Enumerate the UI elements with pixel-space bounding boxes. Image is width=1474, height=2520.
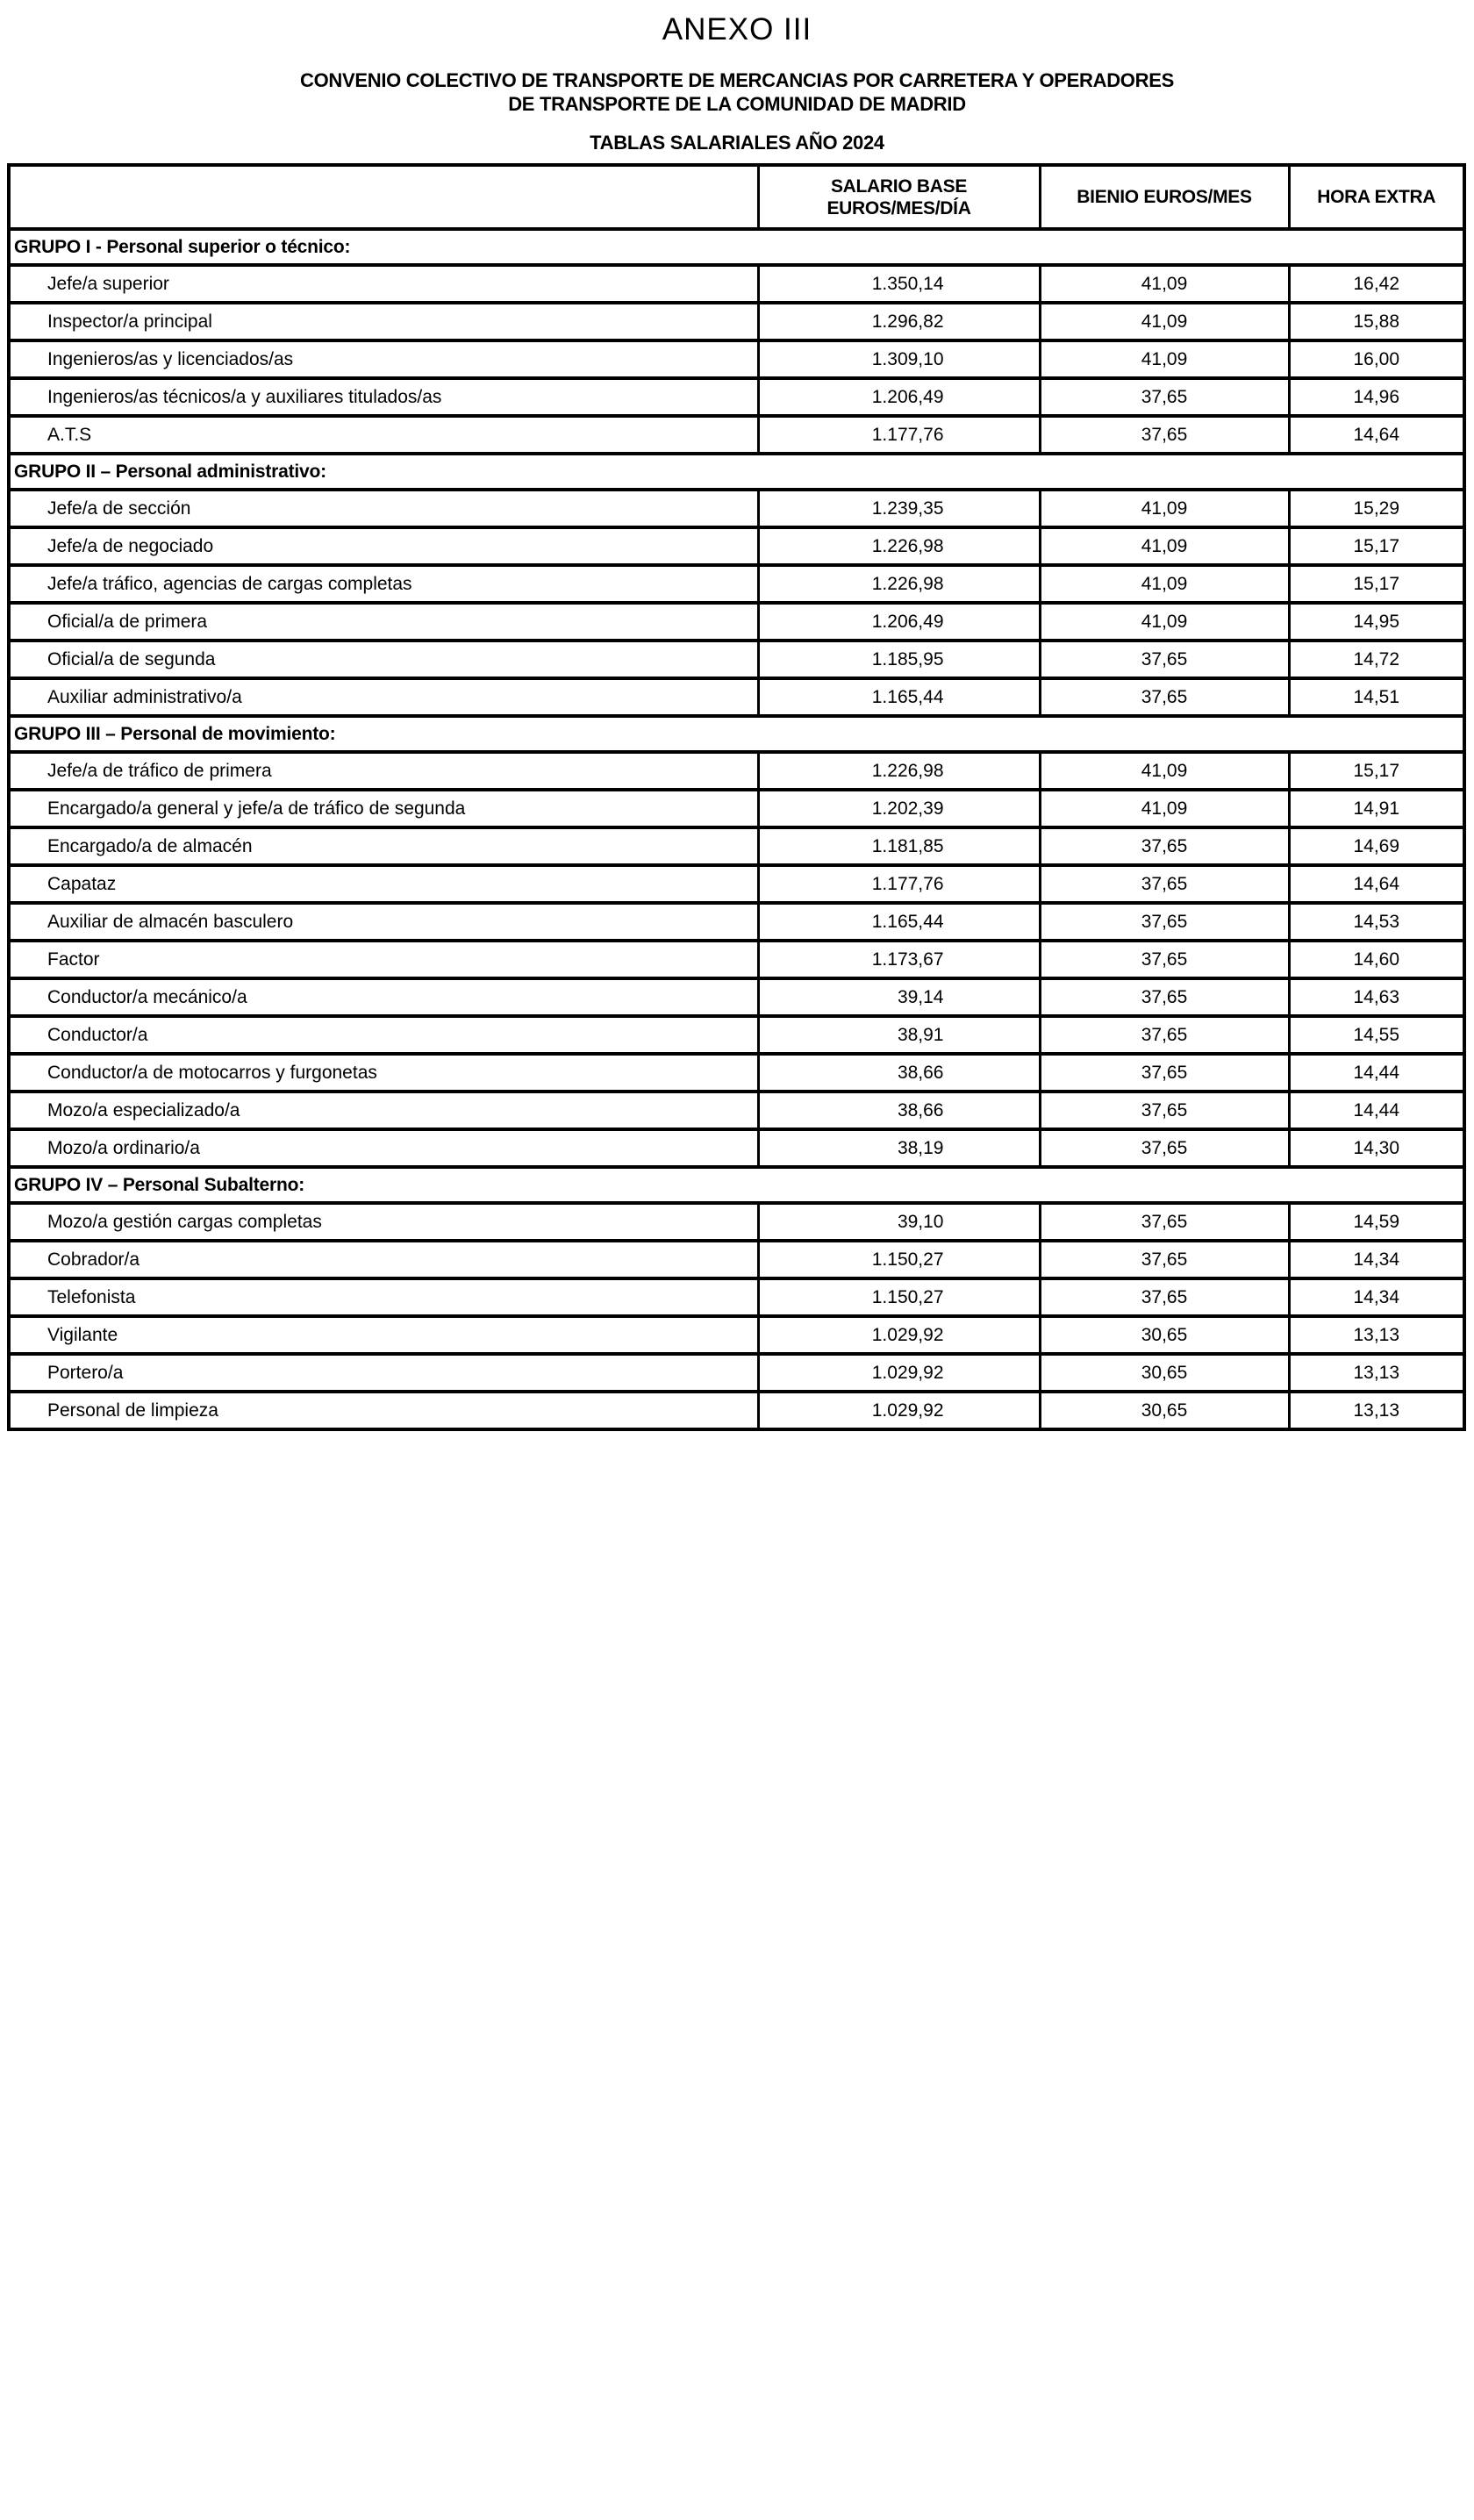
cell-category-label: Ingenieros/as y licenciados/as (9, 340, 758, 378)
table-row (9, 565, 1464, 603)
cell-salario-base: 1.165,44 (758, 903, 1040, 941)
cell-bienio: 37,65 (1040, 1203, 1289, 1241)
cell-salario-base: 1.185,95 (758, 641, 1040, 678)
cell-bienio: 41,09 (1040, 603, 1289, 641)
cell-category-label: Jefe/a de sección (9, 490, 758, 527)
cell-salario-base: 1.206,49 (758, 378, 1040, 416)
header-row (9, 165, 1464, 229)
cell-salario-base: 1.029,92 (758, 1392, 1040, 1429)
cell-bienio: 37,65 (1040, 678, 1289, 716)
cell-bienio: 41,09 (1040, 303, 1289, 340)
cell-salario-base: 1.029,92 (758, 1316, 1040, 1354)
table-row (9, 641, 1464, 678)
cell-category-label: Auxiliar de almacén basculero (9, 903, 758, 941)
cell-category-label: Jefe/a de tráfico de primera (9, 752, 758, 790)
cell-salario-base: 39,14 (758, 978, 1040, 1016)
table-row (9, 527, 1464, 565)
cell-category-label: Personal de limpieza (9, 1392, 758, 1429)
cell-bienio: 37,65 (1040, 978, 1289, 1016)
table-row (9, 978, 1464, 1016)
cell-bienio: 37,65 (1040, 1241, 1289, 1278)
table-row (9, 1316, 1464, 1354)
cell-bienio: 41,09 (1040, 490, 1289, 527)
cell-category-label: A.T.S (9, 416, 758, 454)
cell-bienio: 41,09 (1040, 752, 1289, 790)
cell-salario-base: 1.177,76 (758, 865, 1040, 903)
group-label: GRUPO IV – Personal Subalterno: (9, 1167, 1464, 1203)
cell-hora-extra: 15,17 (1289, 752, 1464, 790)
cell-category-label: Oficial/a de primera (9, 603, 758, 641)
cell-category-label: Oficial/a de segunda (9, 641, 758, 678)
cell-hora-extra: 14,53 (1289, 903, 1464, 941)
table-row (9, 1392, 1464, 1429)
cell-hora-extra: 15,17 (1289, 527, 1464, 565)
group-label: GRUPO I - Personal superior o técnico: (9, 229, 1464, 265)
table-row (9, 1092, 1464, 1129)
cell-salario-base: 1.181,85 (758, 827, 1040, 865)
cell-salario-base: 39,10 (758, 1203, 1040, 1241)
cell-bienio: 41,09 (1040, 265, 1289, 303)
cell-hora-extra: 14,30 (1289, 1129, 1464, 1167)
salario-base-header-line-2: EUROS/MES/DÍA (826, 197, 971, 218)
salary-table-header (9, 165, 1464, 229)
salary-table (7, 163, 1466, 1431)
cell-salario-base: 1.150,27 (758, 1278, 1040, 1316)
cell-category-label: Cobrador/a (9, 1241, 758, 1278)
table-row (9, 1129, 1464, 1167)
cell-bienio: 30,65 (1040, 1354, 1289, 1392)
cell-salario-base: 1.150,27 (758, 1241, 1040, 1278)
cell-salario-base: 1.202,39 (758, 790, 1040, 827)
table-row (9, 490, 1464, 527)
table-row (9, 378, 1464, 416)
table-row (9, 1354, 1464, 1392)
cell-salario-base: 38,91 (758, 1016, 1040, 1054)
cell-category-label: Factor (9, 941, 758, 978)
subtitle-line-1: CONVENIO COLECTIVO DE TRANSPORTE DE MERCANCIAS POR CARRETERA Y OPERADORES (300, 69, 1174, 91)
cell-bienio: 37,65 (1040, 865, 1289, 903)
cell-salario-base: 1.296,82 (758, 303, 1040, 340)
cell-salario-base: 1.309,10 (758, 340, 1040, 378)
cell-hora-extra: 14,51 (1289, 678, 1464, 716)
cell-hora-extra: 14,59 (1289, 1203, 1464, 1241)
table-row (9, 752, 1464, 790)
document-subtitle (0, 68, 1474, 116)
table-row (9, 1241, 1464, 1278)
salary-tables-year-title: TABLAS SALARIALES AÑO 2024 (590, 132, 884, 154)
cell-category-label: Telefonista (9, 1278, 758, 1316)
cell-bienio: 37,65 (1040, 1016, 1289, 1054)
cell-salario-base: 1.206,49 (758, 603, 1040, 641)
cell-hora-extra: 14,60 (1289, 941, 1464, 978)
table-row (9, 303, 1464, 340)
cell-salario-base: 1.226,98 (758, 752, 1040, 790)
cell-bienio: 30,65 (1040, 1392, 1289, 1429)
cell-hora-extra: 13,13 (1289, 1354, 1464, 1392)
table-row (9, 1278, 1464, 1316)
salario-base-header-line-1: SALARIO BASE (830, 175, 968, 197)
group-label: GRUPO II – Personal administrativo: (9, 454, 1464, 490)
cell-hora-extra: 13,13 (1289, 1392, 1464, 1429)
cell-hora-extra: 15,29 (1289, 490, 1464, 527)
table-row (9, 678, 1464, 716)
cell-category-label: Encargado/a general y jefe/a de tráfico de segunda (9, 790, 758, 827)
cell-category-label: Mozo/a especializado/a (9, 1092, 758, 1129)
table-row (9, 903, 1464, 941)
cell-bienio: 41,09 (1040, 565, 1289, 603)
cell-category-label: Vigilante (9, 1316, 758, 1354)
table-row (9, 1054, 1464, 1092)
cell-hora-extra: 15,17 (1289, 565, 1464, 603)
cell-hora-extra: 14,44 (1289, 1092, 1464, 1129)
table-row (9, 340, 1464, 378)
cell-hora-extra: 14,96 (1289, 378, 1464, 416)
cell-category-label: Encargado/a de almacén (9, 827, 758, 865)
cell-bienio: 37,65 (1040, 416, 1289, 454)
cell-bienio: 37,65 (1040, 827, 1289, 865)
cell-bienio: 30,65 (1040, 1316, 1289, 1354)
cell-bienio: 41,09 (1040, 790, 1289, 827)
cell-bienio: 37,65 (1040, 1092, 1289, 1129)
column-header-salario-base (758, 165, 1040, 229)
cell-category-label: Mozo/a gestión cargas completas (9, 1203, 758, 1241)
cell-hora-extra: 14,69 (1289, 827, 1464, 865)
cell-bienio: 41,09 (1040, 340, 1289, 378)
cell-bienio: 41,09 (1040, 527, 1289, 565)
column-header-hora-extra: HORA EXTRA (1289, 165, 1464, 229)
cell-salario-base: 1.173,67 (758, 941, 1040, 978)
table-row (9, 790, 1464, 827)
table-row (9, 1203, 1464, 1241)
cell-bienio: 37,65 (1040, 941, 1289, 978)
cell-hora-extra: 14,72 (1289, 641, 1464, 678)
cell-category-label: Jefe/a tráfico, agencias de cargas completas (9, 565, 758, 603)
cell-salario-base: 1.177,76 (758, 416, 1040, 454)
cell-salario-base: 1.350,14 (758, 265, 1040, 303)
cell-salario-base: 1.226,98 (758, 565, 1040, 603)
cell-hora-extra: 14,44 (1289, 1054, 1464, 1092)
table-row (9, 827, 1464, 865)
cell-bienio: 37,65 (1040, 903, 1289, 941)
cell-category-label: Auxiliar administrativo/a (9, 678, 758, 716)
salary-table-body (9, 229, 1464, 1429)
cell-hora-extra: 16,42 (1289, 265, 1464, 303)
cell-bienio: 37,65 (1040, 1054, 1289, 1092)
cell-hora-extra: 14,55 (1289, 1016, 1464, 1054)
cell-salario-base: 1.029,92 (758, 1354, 1040, 1392)
table-row (9, 941, 1464, 978)
cell-hora-extra: 14,34 (1289, 1278, 1464, 1316)
cell-salario-base: 1.165,44 (758, 678, 1040, 716)
cell-hora-extra: 14,64 (1289, 416, 1464, 454)
cell-bienio: 37,65 (1040, 378, 1289, 416)
cell-category-label: Conductor/a mecánico/a (9, 978, 758, 1016)
cell-category-label: Ingenieros/as técnicos/a y auxiliares titulados/as (9, 378, 758, 416)
cell-category-label: Inspector/a principal (9, 303, 758, 340)
table-row (9, 603, 1464, 641)
cell-hora-extra: 14,91 (1289, 790, 1464, 827)
cell-salario-base: 1.239,35 (758, 490, 1040, 527)
group-header-row (9, 229, 1464, 265)
cell-salario-base: 38,66 (758, 1054, 1040, 1092)
table-row (9, 865, 1464, 903)
subtitle-line-2: DE TRANSPORTE DE LA COMUNIDAD DE MADRID (508, 93, 966, 115)
group-label: GRUPO III – Personal de movimiento: (9, 716, 1464, 752)
cell-hora-extra: 14,63 (1289, 978, 1464, 1016)
column-header-category (9, 165, 758, 229)
cell-category-label: Mozo/a ordinario/a (9, 1129, 758, 1167)
table-row (9, 265, 1464, 303)
column-header-bienio: BIENIO EUROS/MES (1040, 165, 1289, 229)
cell-hora-extra: 16,00 (1289, 340, 1464, 378)
cell-hora-extra: 15,88 (1289, 303, 1464, 340)
cell-hora-extra: 13,13 (1289, 1316, 1464, 1354)
group-header-row (9, 454, 1464, 490)
cell-salario-base: 38,66 (758, 1092, 1040, 1129)
cell-category-label: Jefe/a de negociado (9, 527, 758, 565)
cell-category-label: Jefe/a superior (9, 265, 758, 303)
cell-hora-extra: 14,64 (1289, 865, 1464, 903)
cell-hora-extra: 14,34 (1289, 1241, 1464, 1278)
cell-hora-extra: 14,95 (1289, 603, 1464, 641)
cell-bienio: 37,65 (1040, 641, 1289, 678)
cell-bienio: 37,65 (1040, 1278, 1289, 1316)
cell-category-label: Capataz (9, 865, 758, 903)
group-header-row (9, 1167, 1464, 1203)
group-header-row (9, 716, 1464, 752)
page-title: ANEXO III (662, 12, 812, 47)
cell-category-label: Conductor/a de motocarros y furgonetas (9, 1054, 758, 1092)
cell-category-label: Conductor/a (9, 1016, 758, 1054)
cell-salario-base: 1.226,98 (758, 527, 1040, 565)
table-row (9, 1016, 1464, 1054)
cell-salario-base: 38,19 (758, 1129, 1040, 1167)
table-row (9, 416, 1464, 454)
cell-bienio: 37,65 (1040, 1129, 1289, 1167)
cell-category-label: Portero/a (9, 1354, 758, 1392)
